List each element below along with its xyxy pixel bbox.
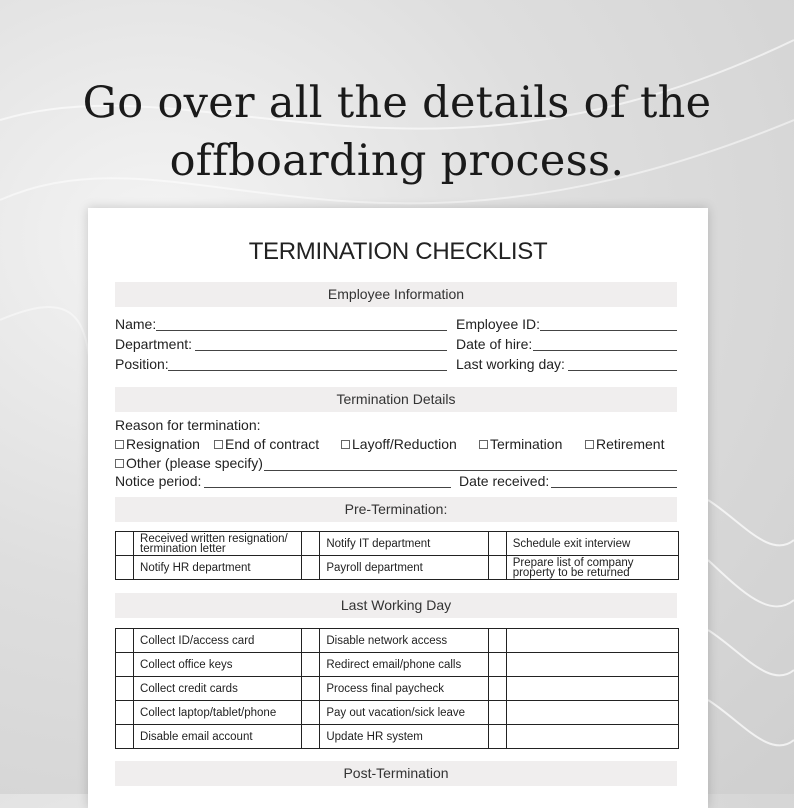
checkbox-label: Layoff/Reduction — [352, 436, 457, 452]
checkbox-label: Retirement — [596, 436, 665, 452]
headline-line-1: Go over all the details of the — [82, 78, 712, 128]
position-field[interactable] — [168, 370, 447, 371]
checkbox-label: End of contract — [225, 436, 320, 452]
task-cell: Disable email account — [134, 725, 302, 749]
checkbox-cell[interactable] — [488, 556, 506, 580]
department-label: Department: — [115, 336, 193, 352]
checkbox-cell[interactable] — [116, 725, 134, 749]
task-cell: Disable network access — [320, 629, 488, 653]
checkbox-cell[interactable] — [302, 556, 320, 580]
checkbox-cell[interactable] — [302, 677, 320, 701]
department-field[interactable] — [195, 350, 447, 351]
notice-period-field[interactable] — [204, 487, 451, 488]
table-row — [116, 653, 679, 677]
task-cell: Schedule exit interview — [506, 532, 678, 556]
checkbox-other[interactable] — [115, 455, 263, 471]
date-of-hire-field[interactable] — [533, 350, 677, 351]
checkbox-resignation[interactable] — [115, 436, 200, 452]
task-cell: Collect ID/access card — [134, 629, 302, 653]
checkbox-layoff-reduction[interactable] — [341, 436, 457, 452]
last-working-day-table — [115, 628, 679, 749]
checkbox-icon — [115, 459, 124, 468]
checkbox-cell[interactable] — [116, 701, 134, 725]
checkbox-cell[interactable] — [302, 532, 320, 556]
checkbox-termination[interactable] — [479, 436, 562, 452]
pre-termination-table — [115, 531, 679, 580]
checkbox-cell[interactable] — [488, 629, 506, 653]
last-working-day-header: Last Working Day — [115, 593, 677, 618]
task-cell: Notify IT department — [320, 532, 488, 556]
task-cell: Received written resignation/ termination letter — [134, 532, 302, 556]
table-row — [116, 701, 679, 725]
task-cell: Pay out vacation/sick leave — [320, 701, 488, 725]
employee-id-label: Employee ID: — [456, 316, 541, 332]
date-of-hire-label: Date of hire: — [456, 336, 533, 352]
name-field[interactable] — [156, 330, 447, 331]
task-cell: Collect laptop/tablet/phone — [134, 701, 302, 725]
checkbox-label: Other (please specify) — [126, 455, 263, 471]
table-row — [116, 677, 679, 701]
last-working-day-label: Last working day: — [456, 356, 565, 372]
termination-details-header: Termination Details — [115, 387, 677, 412]
table-row — [116, 725, 679, 749]
task-cell: Collect office keys — [134, 653, 302, 677]
checkbox-cell[interactable] — [302, 725, 320, 749]
table-row — [116, 556, 679, 580]
position-label: Position: — [115, 356, 169, 372]
checkbox-cell[interactable] — [116, 532, 134, 556]
task-cell: Prepare list of company property to be returned — [506, 556, 678, 580]
task-cell: Process final paycheck — [320, 677, 488, 701]
last-working-day-field[interactable] — [568, 370, 677, 371]
checkbox-cell[interactable] — [302, 629, 320, 653]
checkbox-label: Termination — [490, 436, 563, 452]
employee-id-field[interactable] — [540, 330, 677, 331]
task-cell: Update HR system — [320, 725, 488, 749]
date-received-label: Date received: — [459, 473, 550, 489]
pre-termination-header: Pre-Termination: — [115, 497, 677, 522]
checkbox-cell[interactable] — [116, 629, 134, 653]
headline — [0, 74, 794, 190]
checkbox-end-of-contract[interactable] — [214, 436, 319, 452]
headline-line-2: offboarding process. — [169, 136, 625, 186]
task-cell: Collect credit cards — [134, 677, 302, 701]
checkbox-retirement[interactable] — [585, 436, 664, 452]
task-cell — [506, 653, 678, 677]
date-received-field[interactable] — [551, 487, 677, 488]
checkbox-icon — [585, 440, 594, 449]
checkbox-cell[interactable] — [488, 725, 506, 749]
checkbox-cell[interactable] — [116, 677, 134, 701]
task-cell — [506, 725, 678, 749]
task-cell — [506, 629, 678, 653]
checkbox-cell[interactable] — [116, 556, 134, 580]
checkbox-cell[interactable] — [116, 653, 134, 677]
name-label: Name: — [115, 316, 157, 332]
task-cell — [506, 677, 678, 701]
checkbox-cell[interactable] — [302, 701, 320, 725]
checkbox-icon — [214, 440, 223, 449]
checkbox-cell[interactable] — [488, 701, 506, 725]
task-cell: Notify HR department — [134, 556, 302, 580]
checkbox-cell[interactable] — [488, 677, 506, 701]
notice-period-label: Notice period: — [115, 473, 202, 489]
other-specify-field[interactable] — [264, 470, 677, 471]
checkbox-icon — [479, 440, 488, 449]
document-title: TERMINATION CHECKLIST — [248, 238, 548, 265]
task-cell: Payroll department — [320, 556, 488, 580]
termination-checklist-sheet — [88, 208, 708, 808]
reason-for-termination-label: Reason for termination: — [115, 417, 261, 433]
checkbox-cell[interactable] — [488, 532, 506, 556]
checkbox-cell[interactable] — [302, 653, 320, 677]
task-cell — [506, 701, 678, 725]
checkbox-icon — [115, 440, 124, 449]
employee-information-header: Employee Information — [115, 282, 677, 307]
task-cell: Redirect email/phone calls — [320, 653, 488, 677]
post-termination-header: Post-Termination — [115, 761, 677, 786]
checkbox-icon — [341, 440, 350, 449]
checkbox-cell[interactable] — [488, 653, 506, 677]
table-row — [116, 532, 679, 556]
table-row — [116, 629, 679, 653]
checkbox-label: Resignation — [126, 436, 200, 452]
